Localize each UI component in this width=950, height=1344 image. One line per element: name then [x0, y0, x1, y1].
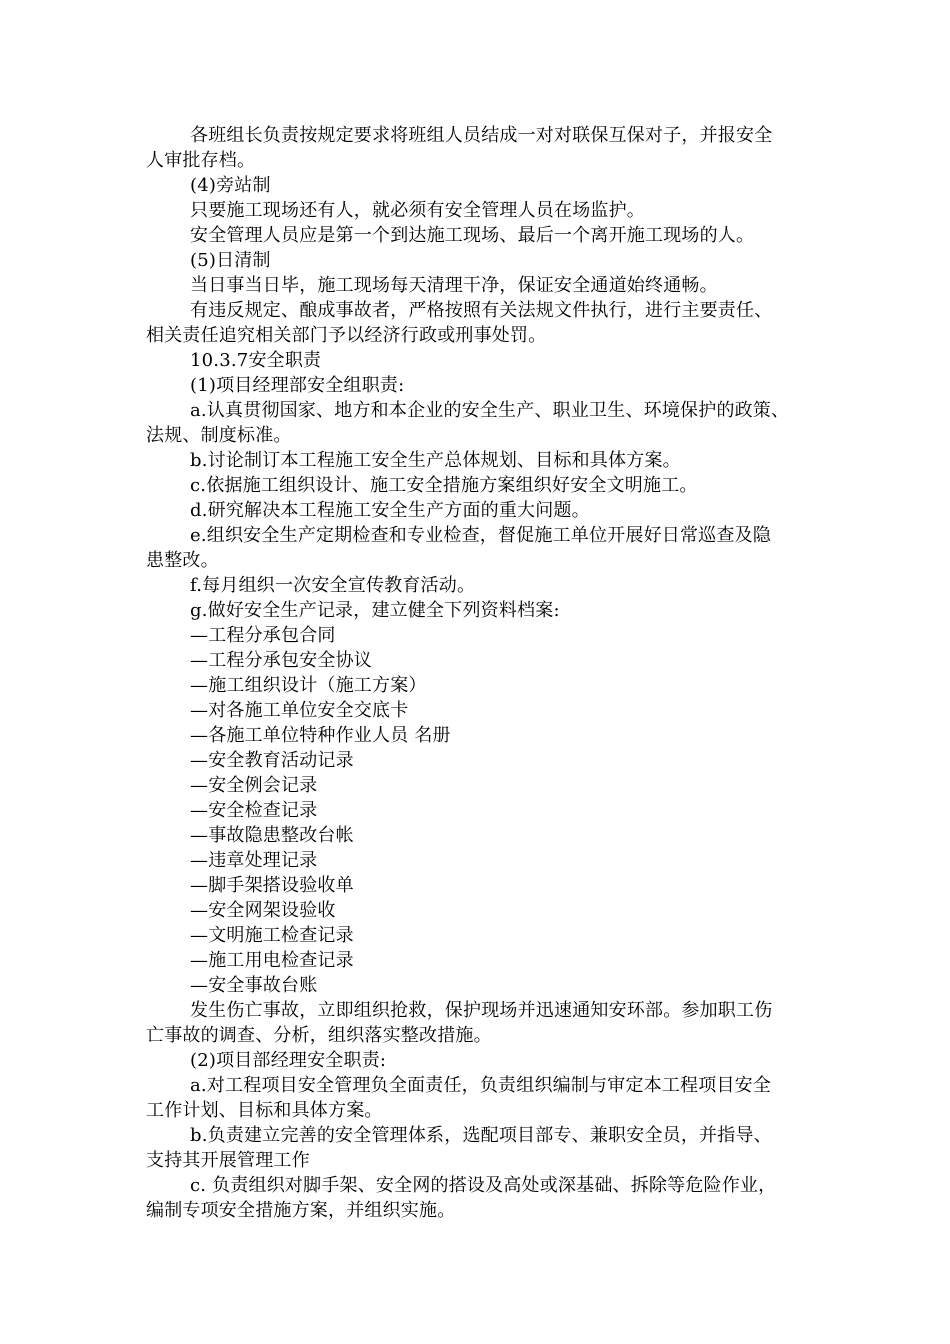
dash-item: —事故隐患整改台帐: [190, 825, 354, 846]
dash-item: —安全例会记录: [190, 775, 318, 796]
list-item: f.每月组织一次安全宣传教育活动。: [190, 575, 476, 596]
list-item: g.做好安全生产记录，建立健全下列资料档案:: [190, 600, 560, 621]
text-line: 支持其开展管理工作: [146, 1150, 310, 1171]
dash-item: —违章处理记录: [190, 850, 318, 871]
dash-item: —文明施工检查记录: [190, 925, 354, 946]
section-heading: (2)项目部经理安全职责:: [190, 1050, 387, 1071]
dash-item: —安全教育活动记录: [190, 750, 354, 771]
text-line: 有违反规定、酿成事故者，严格按照有关法规文件执行，进行主要责任、: [190, 300, 773, 321]
dash-item: —安全网架设验收: [190, 900, 336, 921]
section-heading: (5)日清制: [190, 250, 271, 271]
dash-item: —工程分承包合同: [190, 625, 336, 646]
list-item: a.认真贯彻国家、地方和本企业的安全生产、职业卫生、环境保护的政策、: [190, 400, 790, 421]
list-item: c. 负责组织对脚手架、安全网的搭设及高处或深基础、拆除等危险作业，: [190, 1175, 777, 1196]
list-item: d.研究解决本工程施工安全生产方面的重大问题。: [190, 500, 590, 521]
text-line: 只要施工现场还有人，就必须有安全管理人员在场监护。: [190, 200, 645, 221]
section-heading: 10.3.7安全职责: [190, 350, 322, 371]
text-line: 法规、制度标准。: [146, 425, 292, 446]
text-line: 患整改。: [146, 550, 219, 571]
text-line: 相关责任追究相关部门予以经济行政或刑事处罚。: [146, 325, 547, 346]
dash-item: —对各施工单位安全交底卡: [190, 700, 409, 721]
dash-item: —各施工单位特种作业人员 名册: [190, 725, 451, 746]
dash-item: —施工用电检查记录: [190, 950, 354, 971]
text-line: 工作计划、目标和具体方案。: [146, 1100, 383, 1121]
list-item: c.依据施工组织设计、施工安全措施方案组织好安全文明施工。: [190, 475, 698, 496]
dash-item: —脚手架搭设验收单: [190, 875, 354, 896]
section-heading: (1)项目经理部安全组职责:: [190, 375, 405, 396]
text-line: 当日事当日毕，施工现场每天清理干净，保证安全通道始终通畅。: [190, 275, 718, 296]
list-item: b.讨论制订本工程施工安全生产总体规划、目标和具体方案。: [190, 450, 681, 471]
text-line: 安全管理人员应是第一个到达施工现场、最后一个离开施工现场的人。: [190, 225, 755, 246]
text-line: 发生伤亡事故，立即组织抢救，保护现场并迅速通知安环部。参加职工伤: [190, 1000, 773, 1021]
text-line: 亡事故的调查、分析，组织落实整改措施。: [146, 1025, 492, 1046]
section-heading: (4)旁站制: [190, 175, 271, 196]
text-line: 各班组长负责按规定要求将班组人员结成一对对联保互保对子，并报安全: [190, 125, 773, 146]
dash-item: —安全事故台账: [190, 975, 318, 996]
text-line: 人审批存档。: [146, 150, 256, 171]
list-item: a.对工程项目安全管理负全面责任，负责组织编制与审定本工程项目安全: [190, 1075, 772, 1096]
list-item: e.组织安全生产定期检查和专业检查，督促施工单位开展好日常巡查及隐: [190, 525, 771, 546]
text-line: 编制专项安全措施方案，并组织实施。: [146, 1200, 456, 1221]
list-item: b.负责建立完善的安全管理体系，选配项目部专、兼职安全员，并指导、: [190, 1125, 772, 1146]
dash-item: —安全检查记录: [190, 800, 318, 821]
dash-item: —施工组织设计（施工方案）: [190, 675, 427, 696]
dash-item: —工程分承包安全协议: [190, 650, 372, 671]
